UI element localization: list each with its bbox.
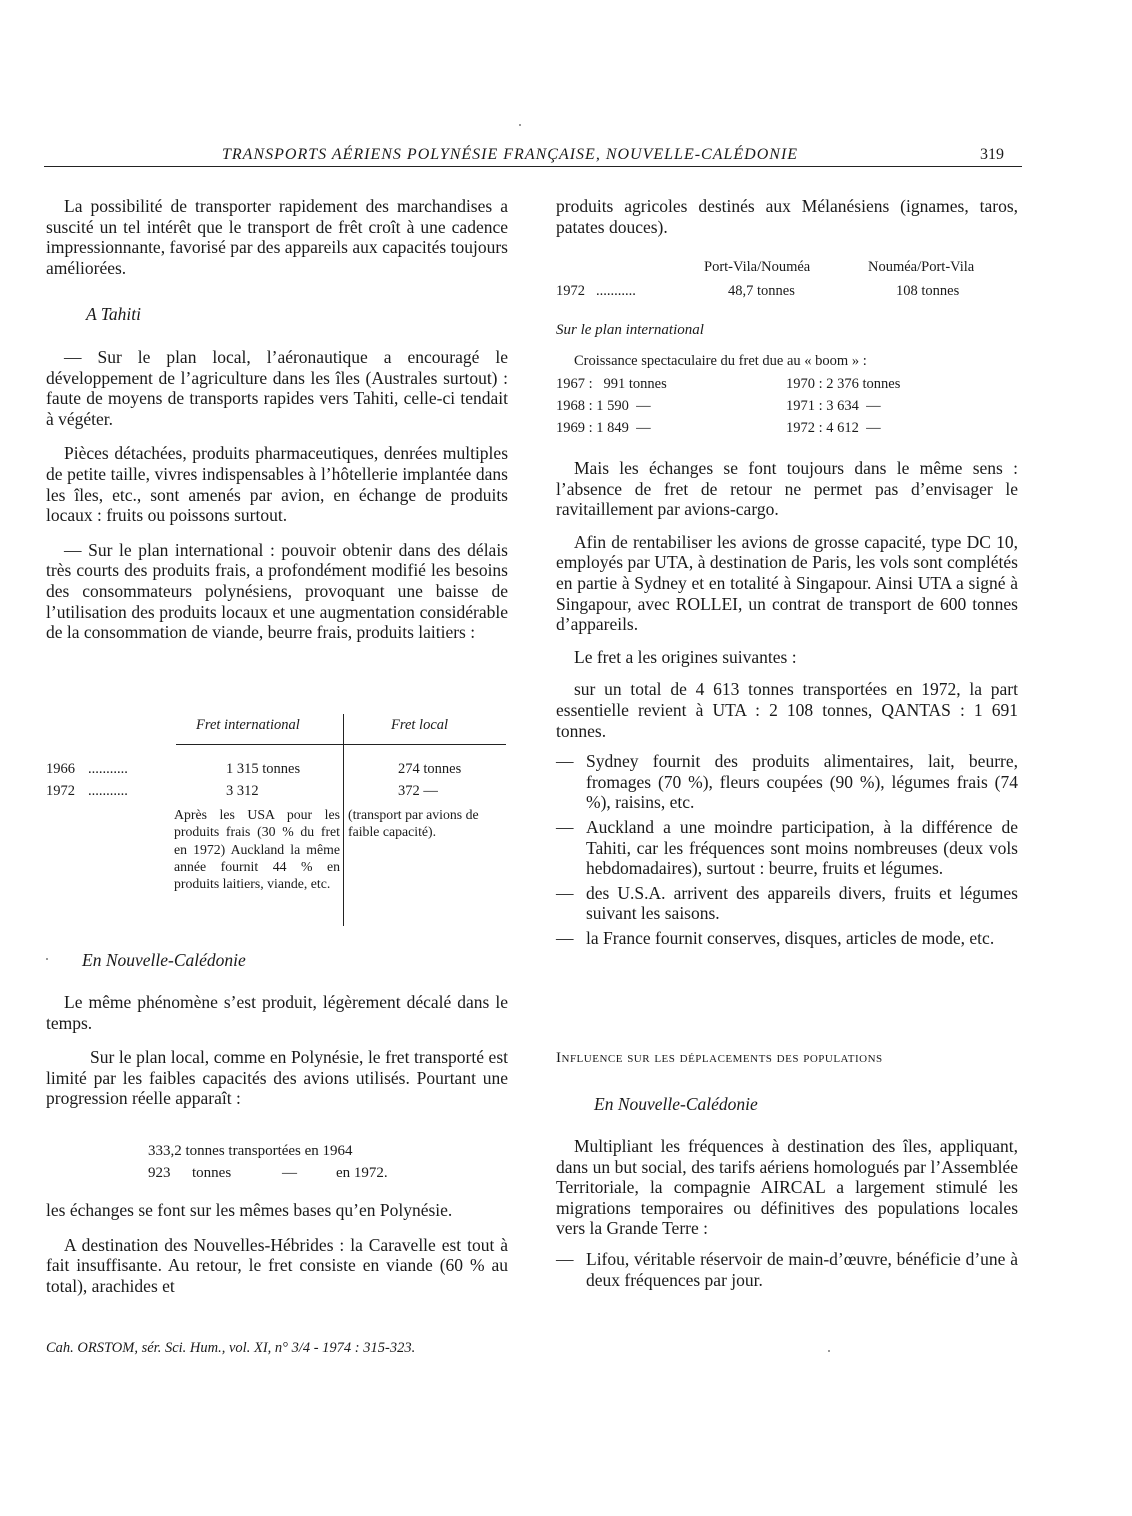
fret-international-header: Fret international — [196, 717, 300, 733]
right-continuation: produits agricoles destinés aux Mélanésiens (ignames, taros, patates douces). — [556, 196, 1018, 237]
portvila-val2: 108 tonnes — [896, 283, 960, 299]
row-local: 274 tonnes — [398, 761, 462, 777]
nc-stats — [46, 1140, 508, 1188]
running-header: TRANSPORTS AÉRIENS POLYNÉSIE FRANÇAISE, NOUVELLE-CALÉDONIE — [222, 146, 799, 163]
growth-right: 1971 : 3 634 — — [786, 398, 881, 414]
portvila-year: 1972 — [556, 283, 585, 299]
tahiti-heading: A Tahiti — [86, 304, 141, 324]
growth-left: 1967 : 991 tonnes — [556, 376, 667, 392]
lifou-list — [556, 1249, 1018, 1290]
growth-intro: Croissance spectaculaire du fret due au « boom » : — [574, 353, 867, 369]
afin-paragraph: Afin de rentabiliser les avions de grosse capacité, type DC 10, employés par UTA, à destination de Paris, les vols sont complétés en partie à Sydney et en totalité à Singapour. Ainsi UTA a signé à Singapour, avec ROLLEI, un contrat de transport de 600 tonnes d’appareils. — [556, 531, 1018, 635]
tahiti-paragraph-3: — Sur le plan international : pouvoir obtenir dans des délais très courts des produits frais, a profondément modifié les besoins des consommateurs polynésiens, provoquant une baisse de l’utilisation des produits locaux et une augmentation considérable de la consommation de viande, beurre frais, produits laitiers : — [46, 539, 508, 643]
growth-left: 1969 : 1 849 — — [556, 420, 651, 436]
left-nc-end — [46, 1200, 508, 1296]
left-nc-section — [46, 992, 508, 1109]
growth-right: 1970 : 2 376 tonnes — [786, 376, 901, 392]
right-nc-section — [556, 1136, 1018, 1294]
stats-line-1: 333,2 tonnes transportées en 1964 — [148, 1143, 353, 1159]
growth-left: 1968 : 1 590 — — [556, 398, 651, 414]
multipliant-paragraph: Multipliant les fréquences à destination des îles, appliquant, dans un but social, des tarifs aériens homologués par l’Assemblée Territoriale, la compagnie AIRCAL a largement stimulé les migrations temporaires ou définitives des populations locales vers la Grande Terre : — [556, 1136, 1018, 1239]
stats-amount: 923 — [148, 1165, 171, 1181]
list-item: — Sydney fournit des produits alimentaires, lait, beurre, fromages (70 %), fleurs coupées (90 %), légumes frais (74 %), raisins, etc. — [556, 751, 1018, 813]
left-intro — [46, 196, 508, 278]
echanges-paragraph: Mais les échanges se font toujours dans le même sens : l’absence de fret de retour ne permet pas d’envisager le ravitaillement par avions-cargo. — [556, 458, 1018, 520]
right-middle — [556, 458, 1018, 952]
portvila-table — [556, 256, 1018, 304]
speck — [519, 124, 521, 126]
row-international: 1 315 tonnes — [226, 761, 301, 777]
stats-unit: tonnes — [192, 1165, 232, 1181]
row-year: 1972 — [46, 783, 75, 799]
origins-list — [556, 751, 1018, 948]
list-item: — Lifou, véritable réservoir de main-d’œuvre, bénéficie d’une à deux fréquences par jour. — [556, 1249, 1018, 1290]
fret-local-header: Fret local — [391, 717, 449, 733]
nc-paragraph-2: Sur le plan local, comme en Polynésie, le fret transporté est limité par les faibles capacités des avions utilisés. Pourtant une progression réelle apparaît : — [46, 1047, 508, 1109]
tahiti-paragraph-1: — Sur le plan local, l’aéronautique a encouragé le développement de l’agriculture dans les îles (Australes surtout) : faute de moyens de transports rapides vers Tahiti, celle-ci tendait à végéter. — [46, 347, 508, 429]
left-tahiti-section — [46, 347, 508, 643]
tahiti-paragraph-2: Pièces détachées, produits pharmaceutiques, denrées multiples de petite taille, vivres indispensables à l’hôtellerie implantée dans les îles, etc., sont amenés par avion, en échange de produits locaux : fruits ou poissons surtout. — [46, 443, 508, 526]
stats-dash: — — [282, 1165, 297, 1181]
table-header-rule — [176, 744, 506, 745]
growth-right: 1972 : 4 612 — — [786, 420, 881, 436]
growth-table — [556, 350, 1018, 442]
intro-paragraph: La possibilité de transporter rapidement des marchandises a suscité un tel intérêt que le transport de frêt croît à une cadence impressionnante, favorisé par des appareils aux capacités toujours améliorées. — [46, 196, 508, 278]
header-rule — [44, 166, 1022, 167]
portvila-leader: ........... — [596, 283, 636, 299]
page-number: 319 — [980, 146, 1004, 163]
fret-rows — [46, 758, 508, 802]
list-item: — des U.S.A. arrivent des appareils divers, fruits et légumes suivant les saisons. — [556, 883, 1018, 924]
row-international: 3 312 — [226, 783, 259, 799]
fret-local-note: (transport par avions de faible capacité). — [348, 807, 479, 840]
nc-paragraph-3: les échanges se font sur les mêmes bases qu’en Polynésie. — [46, 1200, 453, 1220]
table-row — [46, 758, 508, 780]
footer-citation: Cah. ORSTOM, sér. Sci. Hum., vol. XI, n° 3/4 - 1974 : 315-323. — [46, 1340, 416, 1356]
portvila-val1: 48,7 tonnes — [728, 283, 795, 299]
nc-paragraph-4: A destination des Nouvelles-Hébrides : la Caravelle est tout à fait insuffisante. Au retour, le fret consiste en viande (60 % au total), arachides et — [46, 1234, 508, 1296]
right-nc-heading: En Nouvelle-Calédonie — [594, 1094, 758, 1114]
portvila-col2-header: Nouméa/Port-Vila — [868, 259, 975, 275]
list-item: — la France fournit conserves, disques, articles de mode, etc. — [556, 928, 1018, 949]
row-leader: ........... — [88, 761, 128, 777]
intl-heading: Sur le plan international — [556, 322, 704, 338]
table-row — [46, 780, 508, 802]
total-paragraph: sur un total de 4 613 tonnes transportées en 1972, la part essentielle revient à UTA : 2 108 tonnes, QANTAS : 1 691 tonnes. — [556, 679, 1018, 741]
nc-paragraph-1: Le même phénomène s’est produit, légèrement décalé dans le temps. — [46, 992, 508, 1033]
table-divider — [343, 714, 344, 926]
table-row — [556, 417, 1018, 439]
row-local: 372 — — [398, 783, 438, 799]
speck — [828, 1350, 830, 1352]
growth-rows — [556, 373, 1018, 439]
table-row — [556, 395, 1018, 417]
table-row — [556, 373, 1018, 395]
row-leader: ........... — [88, 783, 128, 799]
origines-paragraph: Le fret a les origines suivantes : — [574, 646, 797, 667]
portvila-col1-header: Port-Vila/Nouméa — [704, 259, 811, 275]
speck — [46, 958, 48, 960]
influence-heading: Influence sur les déplacements des populations — [556, 1050, 883, 1066]
stats-year: en 1972. — [336, 1165, 388, 1181]
fret-table — [46, 714, 508, 944]
row-year: 1966 — [46, 761, 75, 777]
list-item: — Auckland a une moindre participation, à la différence de Tahiti, car les fréquences sont moins nombreuses (deux vols hebdomadaires), surtout : beurre, fruits et légumes. — [556, 817, 1018, 879]
nc-heading: En Nouvelle-Calédonie — [82, 950, 246, 970]
fret-international-note: Après les USA pour les produits frais (30 % du fret en 1972) Auckland la même année fournit 44 % en produits laitiers, viande, etc. — [174, 807, 340, 892]
